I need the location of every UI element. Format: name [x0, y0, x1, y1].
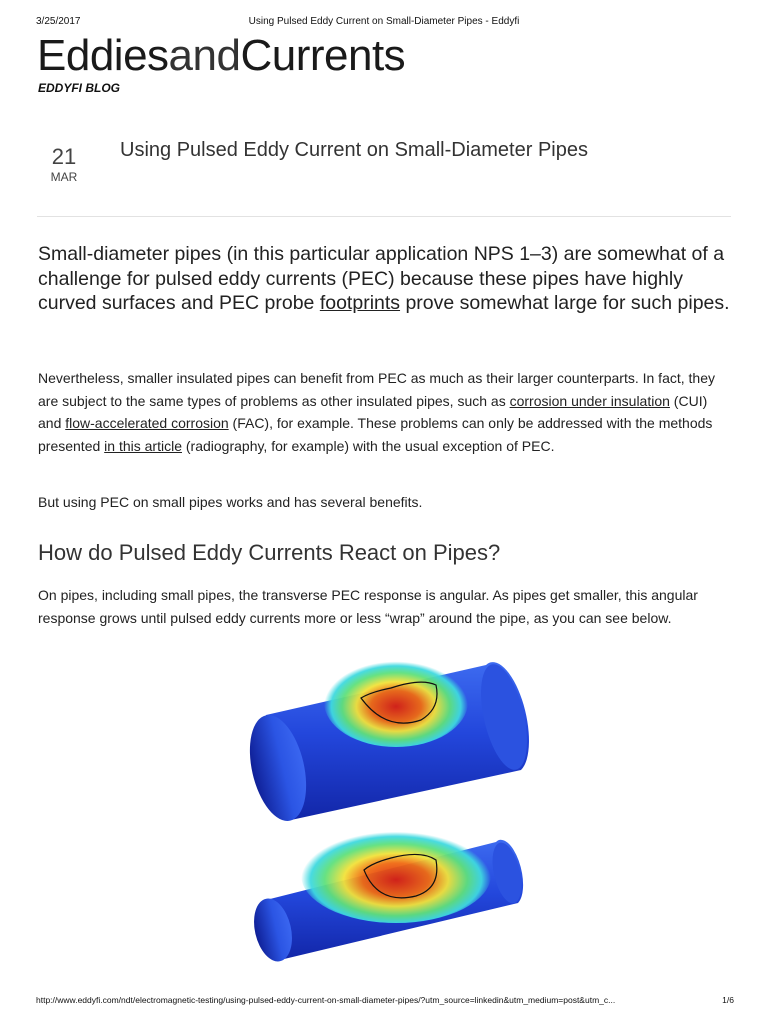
para1-text-b: (CUI) and: [38, 392, 708, 431]
body-paragraph-1: [38, 367, 733, 457]
lead-text: Small-diameter pipes (in this particular application NPS 1–3) are somewhat of a challenge for pulsed eddy currents (PEC) because these pipes have highly curved surfaces and PEC probe: [38, 243, 725, 314]
brand-word-currents: Currents: [240, 31, 406, 80]
para1-text-d: (radiography, for example) with the usual exception of PEC.: [181, 437, 555, 454]
print-page-number: 1/6: [722, 995, 734, 1005]
section-heading: How do Pulsed Eddy Currents React on Pipes?: [38, 540, 501, 565]
footprints-link[interactable]: footprints: [319, 292, 401, 314]
print-header: [36, 16, 732, 30]
pipe-pec-figure: [236, 660, 536, 980]
blog-tagline: EDDYFI BLOG: [38, 81, 121, 95]
post-date: [38, 144, 98, 184]
post-month: MAR: [50, 170, 78, 184]
divider: [37, 216, 731, 217]
fac-link[interactable]: flow-accelerated corrosion: [65, 415, 229, 431]
article-link[interactable]: in this article: [104, 437, 182, 454]
brand-word-and: and: [168, 31, 241, 80]
cui-link[interactable]: corrosion under insulation: [509, 392, 670, 409]
lead-paragraph: [38, 242, 738, 316]
brand-word-eddies: Eddies: [37, 31, 169, 80]
lead-text-end: prove somewhat large for such pipes.: [400, 292, 730, 314]
site-logo[interactable]: [37, 32, 405, 80]
large-pipe: [241, 660, 536, 826]
print-title: Using Pulsed Eddy Current on Small-Diameter Pipes - Eddyfi: [248, 16, 520, 27]
small-pipe: [248, 827, 526, 965]
section-paragraph: On pipes, including small pipes, the transverse PEC response is angular. As pipes get smaller, this angular response grows until pulsed eddy currents more or less “wrap” around the pipe, as you can see below.: [38, 587, 698, 626]
para1-text-c: (FAC), for example. These problems can only be addressed with the methods presented: [38, 415, 713, 454]
print-url: http://www.eddyfi.com/ndt/electromagnetic-testing/using-pulsed-eddy-current-on-small-diameter-pipes/?utm_source=linkedin&utm_medium=post&utm_c...: [36, 995, 616, 1005]
print-date: 3/25/2017: [36, 16, 81, 27]
para1-text-a: Nevertheless, smaller insulated pipes can benefit from PEC as much as their larger counterparts. In fact, they are subject to the same types of problems as other insulated pipes, such as: [38, 370, 715, 409]
print-footer: [36, 995, 734, 1009]
post-title: Using Pulsed Eddy Current on Small-Diameter Pipes: [120, 139, 588, 161]
post-day: 21: [51, 144, 77, 169]
body-paragraph-2: But using PEC on small pipes works and has several benefits.: [38, 494, 423, 510]
